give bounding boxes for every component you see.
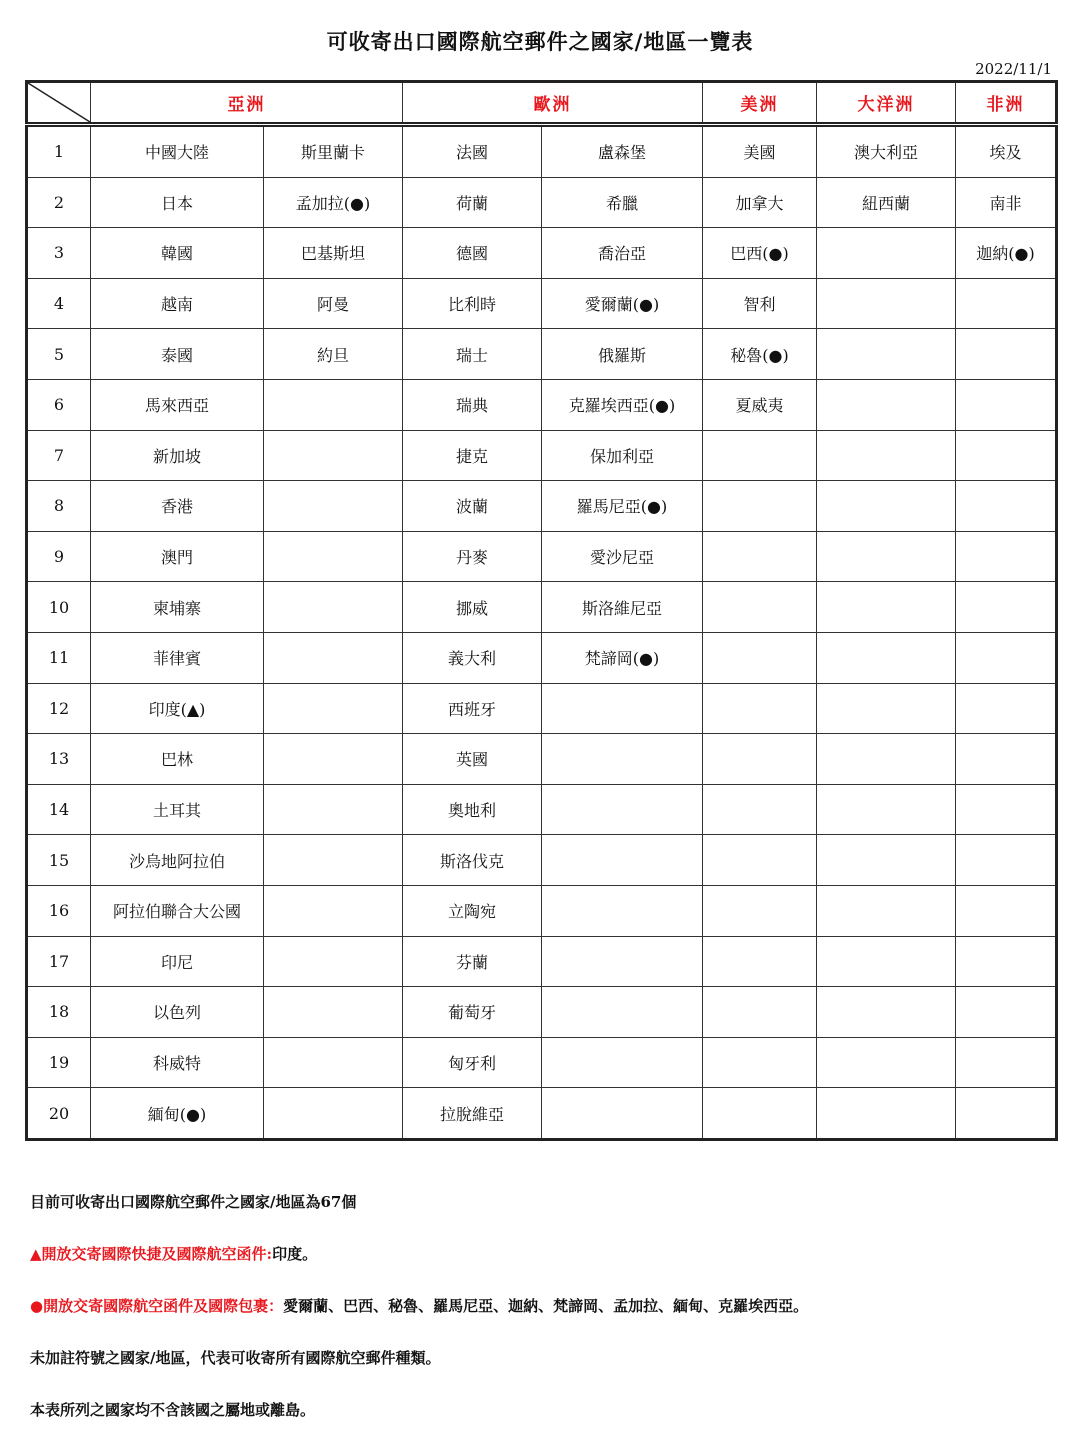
- table-row: [27, 632, 1057, 683]
- cell-america: [703, 936, 817, 987]
- cell-america: [703, 835, 817, 886]
- table-row: [27, 125, 1057, 178]
- cell-africa: [956, 379, 1057, 430]
- row-number: 13: [27, 734, 91, 785]
- cell-europe-1: 瑞士: [403, 329, 542, 380]
- cell-asia-1: 越南: [91, 278, 264, 329]
- row-number: 19: [27, 1037, 91, 1088]
- cell-oceania: [817, 1088, 956, 1140]
- cell-asia-1: 香港: [91, 481, 264, 532]
- cell-asia-1: 印尼: [91, 936, 264, 987]
- note-triangle-label: ▲開放交寄國際快捷及國際航空函件:: [30, 1245, 273, 1263]
- row-number: 1: [27, 125, 91, 178]
- cell-africa: [956, 329, 1057, 380]
- cell-asia-1: 日本: [91, 177, 264, 228]
- cell-europe-1: 芬蘭: [403, 936, 542, 987]
- cell-europe-1: 挪威: [403, 582, 542, 633]
- cell-europe-1: 立陶宛: [403, 885, 542, 936]
- cell-africa: [956, 835, 1057, 886]
- cell-asia-1: 緬甸(●): [91, 1088, 264, 1140]
- cell-europe-1: 西班牙: [403, 683, 542, 734]
- cell-asia-2: [264, 885, 403, 936]
- page-title: 可收寄出口國際航空郵件之國家/地區一覽表: [326, 29, 754, 54]
- cell-asia-1: 印度(▲): [91, 683, 264, 734]
- table-row: [27, 379, 1057, 430]
- cell-asia-1: 以色列: [91, 987, 264, 1038]
- cell-america: 美國: [703, 125, 817, 178]
- cell-europe-2: 俄羅斯: [542, 329, 703, 380]
- cell-africa: 南非: [956, 177, 1057, 228]
- note-triangle: [30, 1242, 808, 1294]
- row-number: 15: [27, 835, 91, 886]
- cell-europe-2: [542, 1088, 703, 1140]
- table-row: [27, 683, 1057, 734]
- table-row: [27, 531, 1057, 582]
- cell-oceania: [817, 531, 956, 582]
- cell-europe-2: 愛沙尼亞: [542, 531, 703, 582]
- cell-europe-2: 希臘: [542, 177, 703, 228]
- cell-europe-2: 梵諦岡(●): [542, 632, 703, 683]
- table-row: [27, 1037, 1057, 1088]
- cell-oceania: [817, 379, 956, 430]
- cell-asia-1: 新加坡: [91, 430, 264, 481]
- table-row: [27, 1088, 1057, 1140]
- cell-asia-2: [264, 430, 403, 481]
- cell-oceania: [817, 734, 956, 785]
- cell-asia-1: 科威特: [91, 1037, 264, 1088]
- cell-asia-2: [264, 734, 403, 785]
- cell-africa: [956, 632, 1057, 683]
- table-row: [27, 987, 1057, 1038]
- cell-europe-1: 比利時: [403, 278, 542, 329]
- table-row: [27, 784, 1057, 835]
- cell-america: 巴西(●): [703, 228, 817, 279]
- cell-america: [703, 784, 817, 835]
- cell-oceania: [817, 430, 956, 481]
- row-number: 8: [27, 481, 91, 532]
- cell-asia-1: 中國大陸: [91, 125, 264, 178]
- cell-asia-2: [264, 481, 403, 532]
- table-row: [27, 329, 1057, 380]
- table-row: [27, 582, 1057, 633]
- cell-africa: [956, 582, 1057, 633]
- cell-africa: [956, 278, 1057, 329]
- cell-asia-2: [264, 632, 403, 683]
- cell-europe-1: 匈牙利: [403, 1037, 542, 1088]
- cell-oceania: 紐西蘭: [817, 177, 956, 228]
- cell-asia-2: [264, 987, 403, 1038]
- cell-europe-2: [542, 987, 703, 1038]
- cell-europe-1: 葡萄牙: [403, 987, 542, 1038]
- row-number: 7: [27, 430, 91, 481]
- cell-america: [703, 987, 817, 1038]
- cell-america: [703, 531, 817, 582]
- cell-america: 夏威夷: [703, 379, 817, 430]
- table-row: [27, 430, 1057, 481]
- note-circle: [30, 1294, 808, 1346]
- header-oceania: 大洋洲: [817, 82, 956, 125]
- cell-asia-1: 巴林: [91, 734, 264, 785]
- table-body: [27, 125, 1057, 1140]
- cell-asia-1: 菲律賓: [91, 632, 264, 683]
- table-row: [27, 835, 1057, 886]
- cell-asia-1: 沙烏地阿拉伯: [91, 835, 264, 886]
- row-number: 6: [27, 379, 91, 430]
- cell-asia-2: [264, 835, 403, 886]
- header-africa: 非洲: [956, 82, 1057, 125]
- row-number: 18: [27, 987, 91, 1038]
- table-row: [27, 885, 1057, 936]
- row-number: 5: [27, 329, 91, 380]
- cell-europe-1: 英國: [403, 734, 542, 785]
- cell-europe-1: 斯洛伐克: [403, 835, 542, 886]
- cell-america: [703, 683, 817, 734]
- cell-europe-1: 拉脫維亞: [403, 1088, 542, 1140]
- row-number: 12: [27, 683, 91, 734]
- cell-asia-2: [264, 683, 403, 734]
- cell-oceania: 澳大利亞: [817, 125, 956, 178]
- cell-asia-1: 柬埔寨: [91, 582, 264, 633]
- cell-africa: [956, 481, 1057, 532]
- cell-america: 加拿大: [703, 177, 817, 228]
- cell-oceania: [817, 885, 956, 936]
- cell-africa: [956, 987, 1057, 1038]
- cell-oceania: [817, 632, 956, 683]
- row-number: 11: [27, 632, 91, 683]
- cell-oceania: [817, 228, 956, 279]
- cell-asia-2: [264, 531, 403, 582]
- note-unmarked: 未加註符號之國家/地區，代表可收寄所有國際航空郵件種類。: [30, 1349, 441, 1367]
- cell-asia-1: 馬來西亞: [91, 379, 264, 430]
- cell-europe-2: [542, 936, 703, 987]
- header-row: [27, 82, 1057, 125]
- cell-europe-2: 盧森堡: [542, 125, 703, 178]
- table-row: [27, 734, 1057, 785]
- cell-europe-1: 瑞典: [403, 379, 542, 430]
- row-number: 4: [27, 278, 91, 329]
- cell-africa: [956, 885, 1057, 936]
- cell-asia-1: 阿拉伯聯合大公國: [91, 885, 264, 936]
- cell-africa: 埃及: [956, 125, 1057, 178]
- cell-africa: [956, 683, 1057, 734]
- note-triangle-value: 印度。: [272, 1245, 318, 1263]
- document-date: 2022/11/1: [975, 60, 1052, 78]
- cell-asia-2: 斯里蘭卡: [264, 125, 403, 178]
- diagonal-line-icon: [28, 83, 90, 122]
- cell-europe-2: 保加利亞: [542, 430, 703, 481]
- cell-america: [703, 632, 817, 683]
- cell-oceania: [817, 936, 956, 987]
- cell-europe-2: [542, 683, 703, 734]
- row-number: 9: [27, 531, 91, 582]
- row-number: 14: [27, 784, 91, 835]
- cell-europe-1: 義大利: [403, 632, 542, 683]
- note-circle-label: ●開放交寄國際航空函件及國際包裹：: [30, 1297, 284, 1315]
- cell-asia-2: [264, 1037, 403, 1088]
- table-row: [27, 936, 1057, 987]
- cell-europe-2: [542, 1037, 703, 1088]
- cell-europe-2: 克羅埃西亞(●): [542, 379, 703, 430]
- table-row: [27, 177, 1057, 228]
- cell-america: [703, 734, 817, 785]
- cell-america: 智利: [703, 278, 817, 329]
- cell-oceania: [817, 481, 956, 532]
- cell-asia-2: [264, 936, 403, 987]
- country-table: [25, 80, 1058, 1141]
- cell-oceania: [817, 987, 956, 1038]
- cell-asia-1: 泰國: [91, 329, 264, 380]
- cell-europe-2: [542, 885, 703, 936]
- row-number: 3: [27, 228, 91, 279]
- header-asia: 亞洲: [91, 82, 403, 125]
- cell-africa: [956, 430, 1057, 481]
- row-number: 16: [27, 885, 91, 936]
- cell-oceania: [817, 582, 956, 633]
- note-count: 目前可收寄出口國際航空郵件之國家/地區為67個: [30, 1193, 357, 1211]
- cell-america: [703, 430, 817, 481]
- cell-europe-2: 羅馬尼亞(●): [542, 481, 703, 532]
- row-number: 2: [27, 177, 91, 228]
- row-number: 17: [27, 936, 91, 987]
- header-america: 美洲: [703, 82, 817, 125]
- cell-america: [703, 885, 817, 936]
- cell-oceania: [817, 784, 956, 835]
- cell-oceania: [817, 683, 956, 734]
- cell-oceania: [817, 329, 956, 380]
- cell-asia-2: [264, 1088, 403, 1140]
- corner-diagonal-cell: [27, 82, 91, 125]
- cell-africa: [956, 1088, 1057, 1140]
- cell-asia-2: 巴基斯坦: [264, 228, 403, 279]
- cell-europe-1: 法國: [403, 125, 542, 178]
- cell-asia-1: 韓國: [91, 228, 264, 279]
- cell-africa: [956, 1037, 1057, 1088]
- header-europe: 歐洲: [403, 82, 703, 125]
- cell-europe-1: 丹麥: [403, 531, 542, 582]
- note-exclusion: 本表所列之國家均不含該國之屬地或離島。: [30, 1401, 316, 1419]
- table-row: [27, 278, 1057, 329]
- cell-asia-2: 約旦: [264, 329, 403, 380]
- cell-europe-2: 愛爾蘭(●): [542, 278, 703, 329]
- cell-africa: [956, 531, 1057, 582]
- cell-oceania: [817, 835, 956, 886]
- cell-europe-2: [542, 784, 703, 835]
- cell-europe-2: [542, 835, 703, 886]
- row-number: 10: [27, 582, 91, 633]
- cell-europe-1: 捷克: [403, 430, 542, 481]
- cell-oceania: [817, 278, 956, 329]
- cell-africa: [956, 734, 1057, 785]
- row-number: 20: [27, 1088, 91, 1140]
- cell-asia-2: [264, 582, 403, 633]
- cell-asia-2: 阿曼: [264, 278, 403, 329]
- cell-europe-1: 奧地利: [403, 784, 542, 835]
- cell-asia-2: [264, 379, 403, 430]
- cell-europe-1: 荷蘭: [403, 177, 542, 228]
- cell-oceania: [817, 1037, 956, 1088]
- cell-europe-2: 喬治亞: [542, 228, 703, 279]
- cell-asia-2: 孟加拉(●): [264, 177, 403, 228]
- cell-europe-1: 波蘭: [403, 481, 542, 532]
- cell-america: [703, 1037, 817, 1088]
- note-circle-value: 愛爾蘭、巴西、秘魯、羅馬尼亞、迦納、梵諦岡、孟加拉、緬甸、克羅埃西亞。: [283, 1297, 809, 1315]
- notes-section: [30, 1190, 808, 1450]
- cell-europe-2: 斯洛維尼亞: [542, 582, 703, 633]
- cell-america: [703, 481, 817, 532]
- cell-america: 秘魯(●): [703, 329, 817, 380]
- cell-africa: [956, 936, 1057, 987]
- cell-america: [703, 582, 817, 633]
- cell-asia-1: 土耳其: [91, 784, 264, 835]
- cell-america: [703, 1088, 817, 1140]
- cell-asia-1: 澳門: [91, 531, 264, 582]
- cell-africa: 迦納(●): [956, 228, 1057, 279]
- cell-europe-1: 德國: [403, 228, 542, 279]
- cell-europe-2: [542, 734, 703, 785]
- table-row: [27, 481, 1057, 532]
- table-row: [27, 228, 1057, 279]
- cell-africa: [956, 784, 1057, 835]
- cell-asia-2: [264, 784, 403, 835]
